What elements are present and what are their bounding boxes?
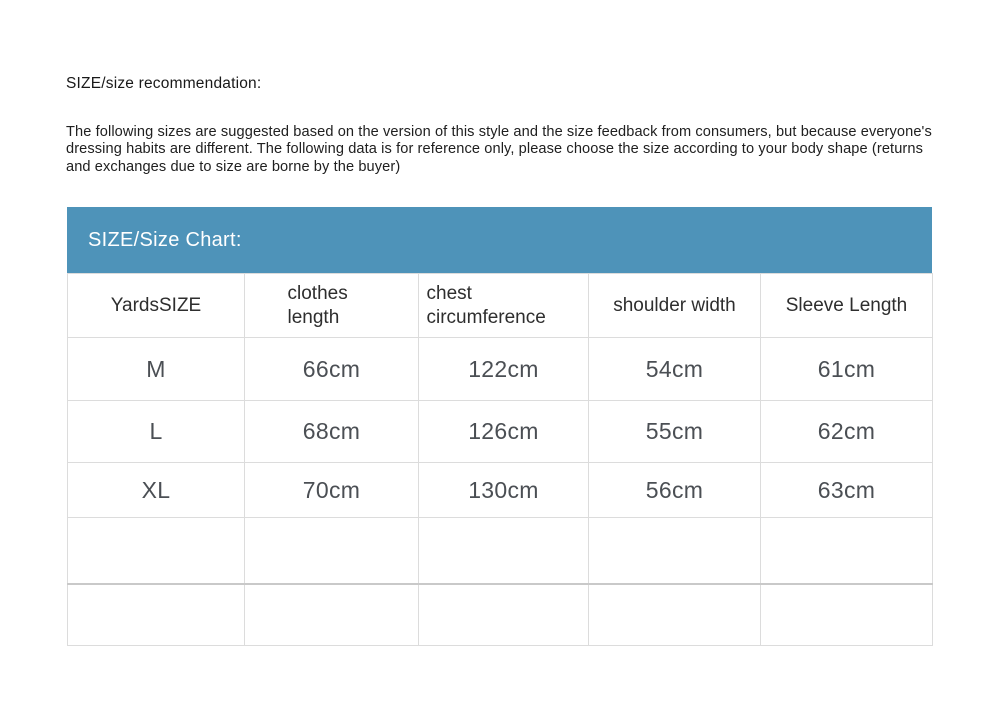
clothes-length-cell xyxy=(245,518,419,584)
sleeve-length-cell: 61cm xyxy=(761,338,933,401)
size-chart-title: SIZE/Size Chart: xyxy=(88,228,242,251)
col-header-chest-circumference: chest circumference xyxy=(419,274,589,338)
chest-circumference-cell: 130cm xyxy=(419,463,589,518)
chest-circumference-cell: 122cm xyxy=(419,338,589,401)
table-row-m xyxy=(68,338,933,401)
size-cell: M xyxy=(68,338,245,401)
clothes-length-cell: 66cm xyxy=(245,338,419,401)
shoulder-width-cell xyxy=(589,584,761,646)
table-row-l xyxy=(68,401,933,463)
clothes-length-cell xyxy=(245,584,419,646)
clothes-length-cell: 68cm xyxy=(245,401,419,463)
sleeve-length-cell: 62cm xyxy=(761,401,933,463)
sleeve-length-cell xyxy=(761,584,933,646)
header-row xyxy=(68,274,933,338)
shoulder-width-cell xyxy=(589,518,761,584)
shoulder-width-cell: 56cm xyxy=(589,463,761,518)
section-heading: SIZE/size recommendation: xyxy=(66,75,262,92)
size-cell: XL xyxy=(68,463,245,518)
sleeve-length-cell xyxy=(761,518,933,584)
size-table xyxy=(67,273,933,646)
table-row-empty-1 xyxy=(68,518,933,584)
size-chart xyxy=(67,207,932,646)
col-header-clothes-length: clothes length xyxy=(245,274,419,338)
table-row-xl xyxy=(68,463,933,518)
col-header-shoulder-width: shoulder width xyxy=(589,274,761,338)
section-description: The following sizes are suggested based on the version of this style and the size feedback from consumers, but because everyone's dressing habits are different. The following data is for reference only, please choose the size according to your body shape (returns and exchanges due to size are borne by the buyer) xyxy=(66,124,932,175)
table-row-empty-2 xyxy=(68,584,933,646)
size-table-header xyxy=(68,274,933,338)
size-cell xyxy=(68,584,245,646)
col-header-sleeve-length: Sleeve Length xyxy=(761,274,933,338)
chest-circumference-cell xyxy=(419,584,589,646)
size-table-body xyxy=(68,338,933,646)
size-chart-title-bar xyxy=(67,207,932,273)
sleeve-length-cell: 63cm xyxy=(761,463,933,518)
clothes-length-cell: 70cm xyxy=(245,463,419,518)
shoulder-width-cell: 55cm xyxy=(589,401,761,463)
shoulder-width-cell: 54cm xyxy=(589,338,761,401)
size-cell: L xyxy=(68,401,245,463)
size-cell xyxy=(68,518,245,584)
col-header-size: YardsSIZE xyxy=(68,274,245,338)
chest-circumference-cell: 126cm xyxy=(419,401,589,463)
chest-circumference-cell xyxy=(419,518,589,584)
